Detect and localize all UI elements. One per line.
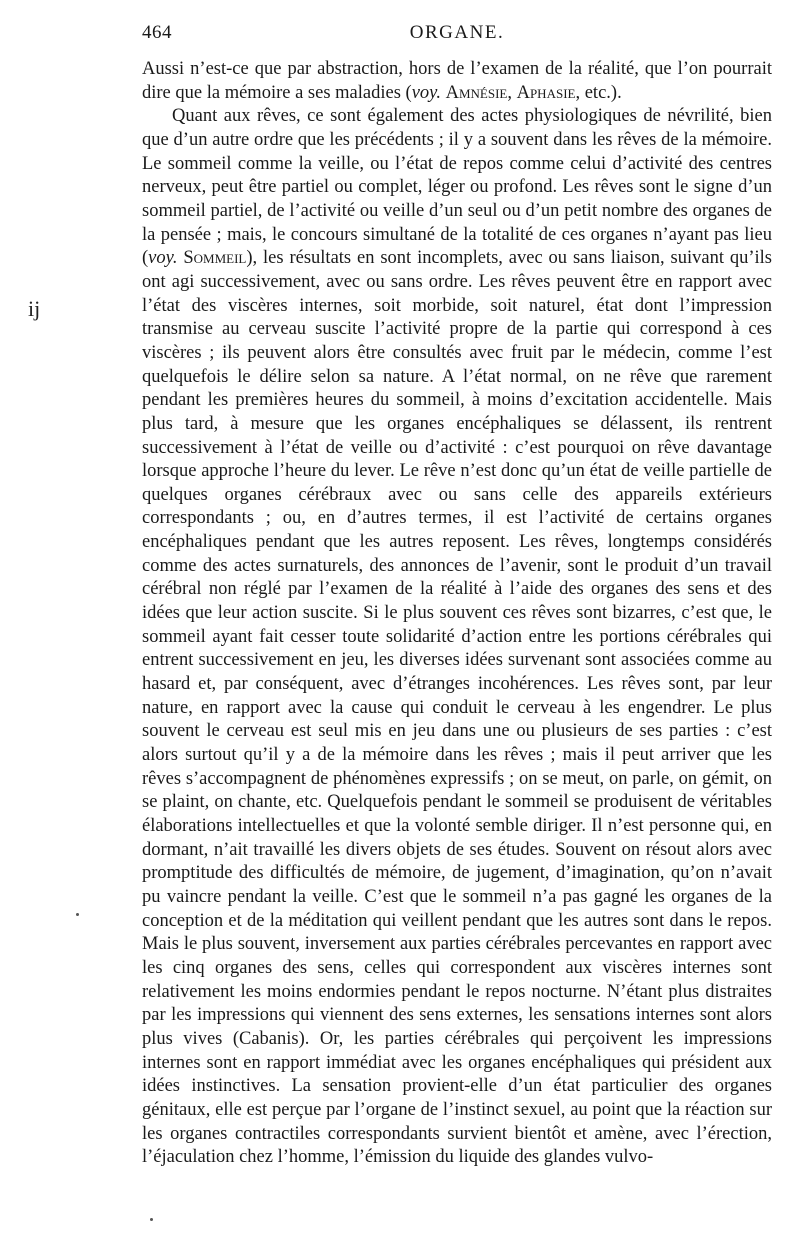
margin-dot [150,1218,153,1221]
page-header [142,22,772,52]
paragraph [142,105,772,1170]
margin-dot [76,913,79,916]
italic-text: voy. [148,248,178,269]
text-run: Aussi n’est-ce que par abstraction, hors de l’examen de la réalité, que l’on pourrait dire que la mémoire a ses maladies ( [142,59,772,103]
text-run: Quant aux rêves, ce sont également des actes physiologiques de névrilité, bien que d’un autre ordre que les précédents ; il y a souvent dans les rêves de la mémoire. Le sommeil comme la veille, ou l’état de repos comme celui d’activité des centres nerveux, peut être partiel ou complet, léger ou profond. Les rêves sont le signe d’un sommeil partiel, de l’activité ou veille d’un seul ou d’un petit nombre des organes de la pensée ; mais, le concours simultané de la totalité de ces organes n’ayant pas lieu ( [142,106,772,269]
running-head: ORGANE. [409,22,505,43]
cross-reference: Amnésie [445,82,508,103]
cross-reference: Sommeil [183,248,247,269]
margin-mark: ij [28,296,41,321]
italic-text: voy. [411,82,441,103]
paragraph [142,58,772,105]
text-run: , etc.). [575,82,622,103]
text-run: , [507,82,517,103]
cross-reference: Aphasie [516,82,576,103]
text-run: ), les résultats en sont incomplets, avec ou sans liaison, suivant qu’ils ont agi successivement, avec ou sans ordre. Les rêves peuvent être en rapport avec l’état des viscères internes, soit morbide, soit naturel, état dont l’impression transmise au cerveau suscite l’activité propre de la partie qui correspond à ces viscères ; ils peuvent alors être consultés avec fruit par le médecin, comme l’est quelquefois le délire selon sa nature. A l’état normal, on ne rêve que rarement pendant les premières heures du sommeil, à moins d’excitation accidentelle. Mais plus tard, à mesure que les organes encéphaliques se délassent, ils rentrent successivement à l’état de veille ou d’activité : c’est pourquoi on rêve davantage lorsque approche l’heure du lever. Le rêve n’est donc qu’un état de veille partielle de quelques organes cérébraux avec ou sans celle des appareils extérieurs correspondants ; ou, en d’autres termes, il est l’activité de certains organes encéphaliques pendant que les autres reposent. Les rêves, longtemps considérés comme des actes surnaturels, des annonces de l’avenir, sont le produit d’un travail cérébral non réglé par l’examen de la réalité à l’aide des organes des sens et des idées que leur action suscite. Si le plus souvent ces rêves sont bizarres, c’est que, le sommeil ayant fait cesser toute solidarité d’action entre les portions cérébrales qui entrent successivement en jeu, les diverses idées survenant sont associées comme au hasard et, par conséquent, avec d’étranges incohérences. Les rêves sont, par leur nature, en rapport avec la cause qui conduit le cerveau à les engendrer. Le plus souvent le cerveau est seul mis en jeu dans une ou plusieurs de ses parties : c’est alors surtout qu’il y a de la mémoire dans les rêves ; mais il peut arriver que les rêves s’accompagnent de phénomènes expressifs ; on se meut, on parle, on gémit, on se plaint, on chante, etc. Quelquefois pendant le sommeil se produisent de véritables élaborations intellectuelles et que la volonté semble diriger. Il n’est personne qui, en dormant, n’ait travaillé les divers objets de ses études. Souvent on résout alors avec promptitude des difficultés de mémoire, de jugement, d’imagination, qu’on n’avait pu vaincre pendant la veille. C’est que le sommeil n’a pas gagné les organes de la conception et de la méditation qui veillent pendant que les autres sont dans le repos. Mais le plus souvent, inversement aux parties cérébrales percevantes en rapport avec les cinq organes des sens, celles qui correspondent aux viscères internes sont relativement les moins endormies pendant le repos nocturne. N’étant plus distraites par les impressions qui viennent des sens externes, les sensations internes sont alors plus vives (Cabanis). Or, les parties cérébrales qui perçoivent les impressions internes sont en rapport immédiat avec les organes encéphaliques qui président aux idées instinctives. La sensation provient-elle d’un état particulier des organes génitaux, elle est perçue par l’organe de l’instinct sexuel, au point que la réaction sur les organes contractiles correspondants survient bientôt et amène, avec l’érection, l’éjaculation chez l’homme, l’émission du liquide des glandes vulvo- [142,248,773,1168]
body-text [142,58,772,1170]
page-number: 464 [142,22,172,43]
